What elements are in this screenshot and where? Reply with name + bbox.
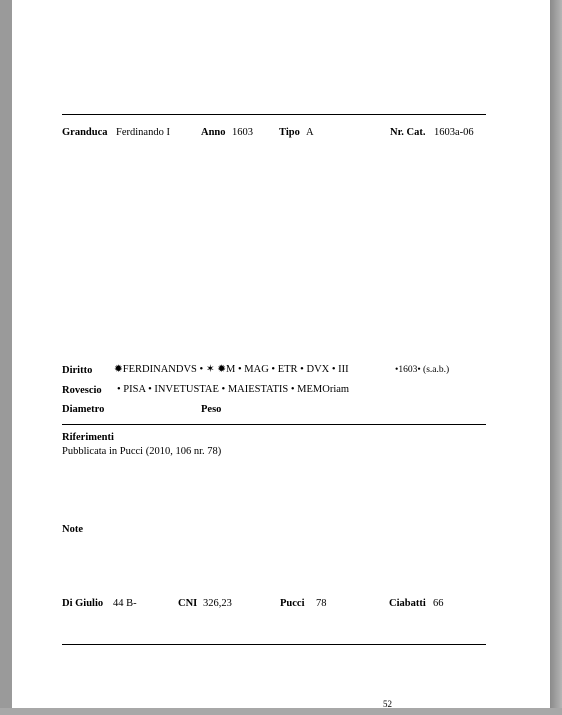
page-shadow-bottom [0, 708, 562, 715]
rovescio-legend: • PISA • INVETUSTAE • MAIESTATIS • MEMOriam [117, 384, 350, 395]
ciabatti-value: 66 [433, 598, 444, 609]
page-number: 52 [383, 699, 392, 709]
diritto-date: •1603• (s.a.b.) [395, 365, 450, 375]
digiulio-value: 44 B- [113, 598, 137, 609]
diritto-legend: ✹FERDINANDVS • ✶ ✹M • MAG • ETR • DVX • III [114, 364, 349, 375]
bottom-rule [62, 644, 486, 645]
anno-value: 1603 [232, 127, 253, 138]
diritto-label: Diritto [62, 365, 93, 376]
page-shadow-right [550, 0, 562, 715]
peso-label: Peso [201, 404, 222, 415]
anno-label: Anno [201, 127, 226, 138]
ciabatti-label: Ciabatti [389, 598, 426, 609]
note-label: Note [62, 524, 83, 535]
diametro-label: Diametro [62, 404, 105, 415]
rovescio-label: Rovescio [62, 385, 102, 396]
digiulio-label: Di Giulio [62, 598, 104, 609]
nrcat-value: 1603a-06 [434, 127, 474, 138]
pucci-label: Pucci [280, 598, 305, 609]
granduca-value: Ferdinando I [116, 127, 170, 138]
nrcat-label: Nr. Cat. [390, 127, 426, 138]
cni-label: CNI [178, 598, 198, 609]
top-rule [62, 114, 486, 115]
tipo-value: A [306, 127, 314, 138]
riferimenti-text: Pubblicata in Pucci (2010, 106 nr. 78) [62, 446, 222, 457]
tipo-label: Tipo [279, 127, 300, 138]
cni-value: 326,23 [203, 598, 232, 609]
pucci-value: 78 [316, 598, 327, 609]
riferimenti-label: Riferimenti [62, 432, 114, 443]
legends-rule [62, 424, 486, 425]
granduca-label: Granduca [62, 127, 108, 138]
